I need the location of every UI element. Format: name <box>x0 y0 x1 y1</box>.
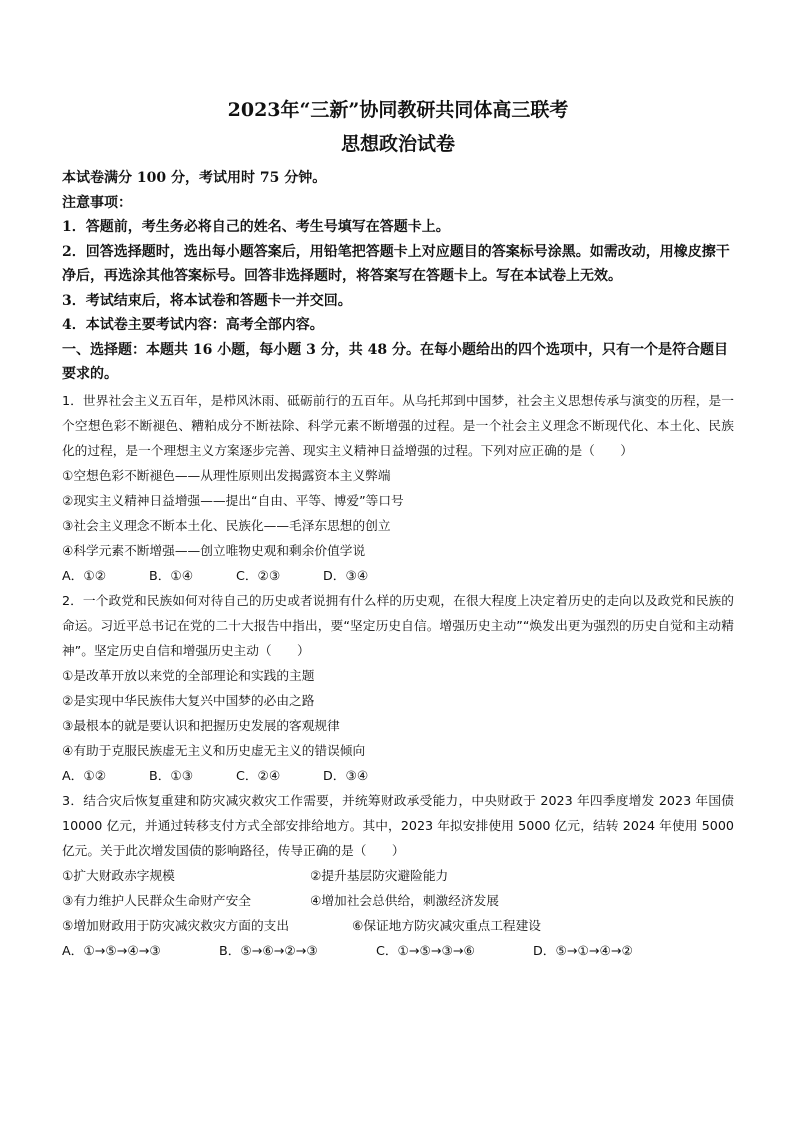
answer-choice-d: D．⑤→①→④→② <box>533 942 633 958</box>
statement-option: ①是改革开放以来党的全部理论和实践的主题 <box>62 667 315 683</box>
statement-option: ②是实现中华民族伟大复兴中国梦的必由之路 <box>62 692 315 708</box>
option-row <box>62 888 734 913</box>
exam-subject-title: 思想政治试卷 <box>340 133 455 155</box>
question-stem: 1．世界社会主义五百年，是栉风沐雨、砥砺前行的五百年。从乌托邦到中国梦，社会主义思想传承与演变的历程，是一个空想色彩不断褪色、糟粕成分不断祛除、科学元素不断增强的过程。是一个社会主义理念不断现代化、本土化、民族化的过程，是一个理想主义方案逐步完善、现实主义精神日益增强的过程。下列对应正确的是（ ） <box>62 392 734 458</box>
notice-item-2: 2．回答选择题时，选出每小题答案后，用铅笔把答题卡上对应题目的答案标号涂黑。如需改动，用橡皮擦干净后，再选涂其他答案标号。回答非选择题时，将答案写在答题卡上。写在本试卷上无效。 <box>62 243 730 284</box>
answer-choice-a: A．①② <box>62 567 107 583</box>
answer-choices <box>62 763 734 788</box>
statement-option: ④增加社会总供给，刺激经济发展 <box>310 892 499 908</box>
answer-choice-c: C．②③ <box>236 567 281 583</box>
answer-choice-d: D．③④ <box>323 567 369 583</box>
notice-item-4: 4．本试卷主要考试内容：高考全部内容。 <box>62 317 324 333</box>
statement-option: ③有力维护人民群众生命财产安全 <box>62 892 251 908</box>
statement-option: ②现实主义精神日益增强——提出“自由、平等、博爱”等口号 <box>62 492 404 508</box>
exam-title: 2023年“三新”协同教研共同体高三联考 <box>227 99 569 121</box>
answer-choice-d: D．③④ <box>323 767 369 783</box>
statement-option: ⑥保证地方防灾减灾重点工程建设 <box>352 917 541 933</box>
score-time-note: 本试卷满分 100 分，考试用时 75 分钟。 <box>62 170 327 186</box>
question-1 <box>62 388 734 588</box>
statement-option: ②提升基层防灾避险能力 <box>310 867 449 883</box>
instructions <box>62 166 734 338</box>
option-row <box>62 863 734 888</box>
statement-option: ①扩大财政赤字规模 <box>62 867 175 883</box>
question-2 <box>62 588 734 788</box>
answer-choice-b: B．①③ <box>149 767 194 783</box>
notice-item-3: 3．考试结束后，将本试卷和答题卡一并交回。 <box>62 292 352 309</box>
section-heading: 一、选择题：本题共 16 小题，每小题 3 分，共 48 分。在每小题给出的四个选项中，只有一个是符合题目要求的。 <box>62 341 728 382</box>
answer-choice-a: A．①→⑤→④→③ <box>62 942 161 958</box>
statement-option: ③社会主义理念不断本土化、民族化——毛泽东思想的创立 <box>62 517 391 533</box>
statement-option: ③最根本的就是要认识和把握历史发展的客观规律 <box>62 717 340 733</box>
notice-heading: 注意事项： <box>62 194 132 211</box>
answer-choices <box>62 563 734 588</box>
question-stem: 3．结合灾后恢复重建和防灾减灾救灾工作需要，并统筹财政承受能力，中央财政于 2023 年四季度增发 2023 年国债 10000 亿元，并通过转移支付方式全部安排给地方。其中，2023 年拟安排使用 5000 亿元，结转 2024 年使用 5000 亿元。关于此次增发国债的影响路径，传导正确的是（ ） <box>62 792 734 858</box>
answer-choice-b: B．①④ <box>149 567 194 583</box>
statement-option: ①空想色彩不断褪色——从理性原则出发揭露资本主义弊端 <box>62 467 391 483</box>
answer-choice-c: C．①→⑤→③→⑥ <box>376 942 475 958</box>
answer-choice-a: A．①② <box>62 767 107 783</box>
statement-option: ④有助于克服民族虚无主义和历史虚无主义的错误倾向 <box>62 742 366 758</box>
statement-option: ⑤增加财政用于防灾减灾救灾方面的支出 <box>62 917 290 933</box>
question-3 <box>62 788 734 963</box>
statement-option: ④科学元素不断增强——创立唯物史观和剩余价值学说 <box>62 542 366 558</box>
answer-choice-c: C．②④ <box>236 767 281 783</box>
answer-choices <box>62 938 734 963</box>
notice-item-1: 1．答题前，考生务必将自己的姓名、考生号填写在答题卡上。 <box>62 219 450 235</box>
answer-choice-b: B．⑤→⑥→②→③ <box>219 942 318 958</box>
option-row <box>62 913 734 938</box>
question-stem: 2．一个政党和民族如何对待自己的历史或者说拥有什么样的历史观，在很大程度上决定着历史的走向以及政党和民族的命运。习近平总书记在党的二十大报告中指出，要“坚定历史自信。增强历史主动”“焕发出更为强烈的历史自觉和主动精神”。坚定历史自信和增强历史主动（ ） <box>62 592 734 658</box>
